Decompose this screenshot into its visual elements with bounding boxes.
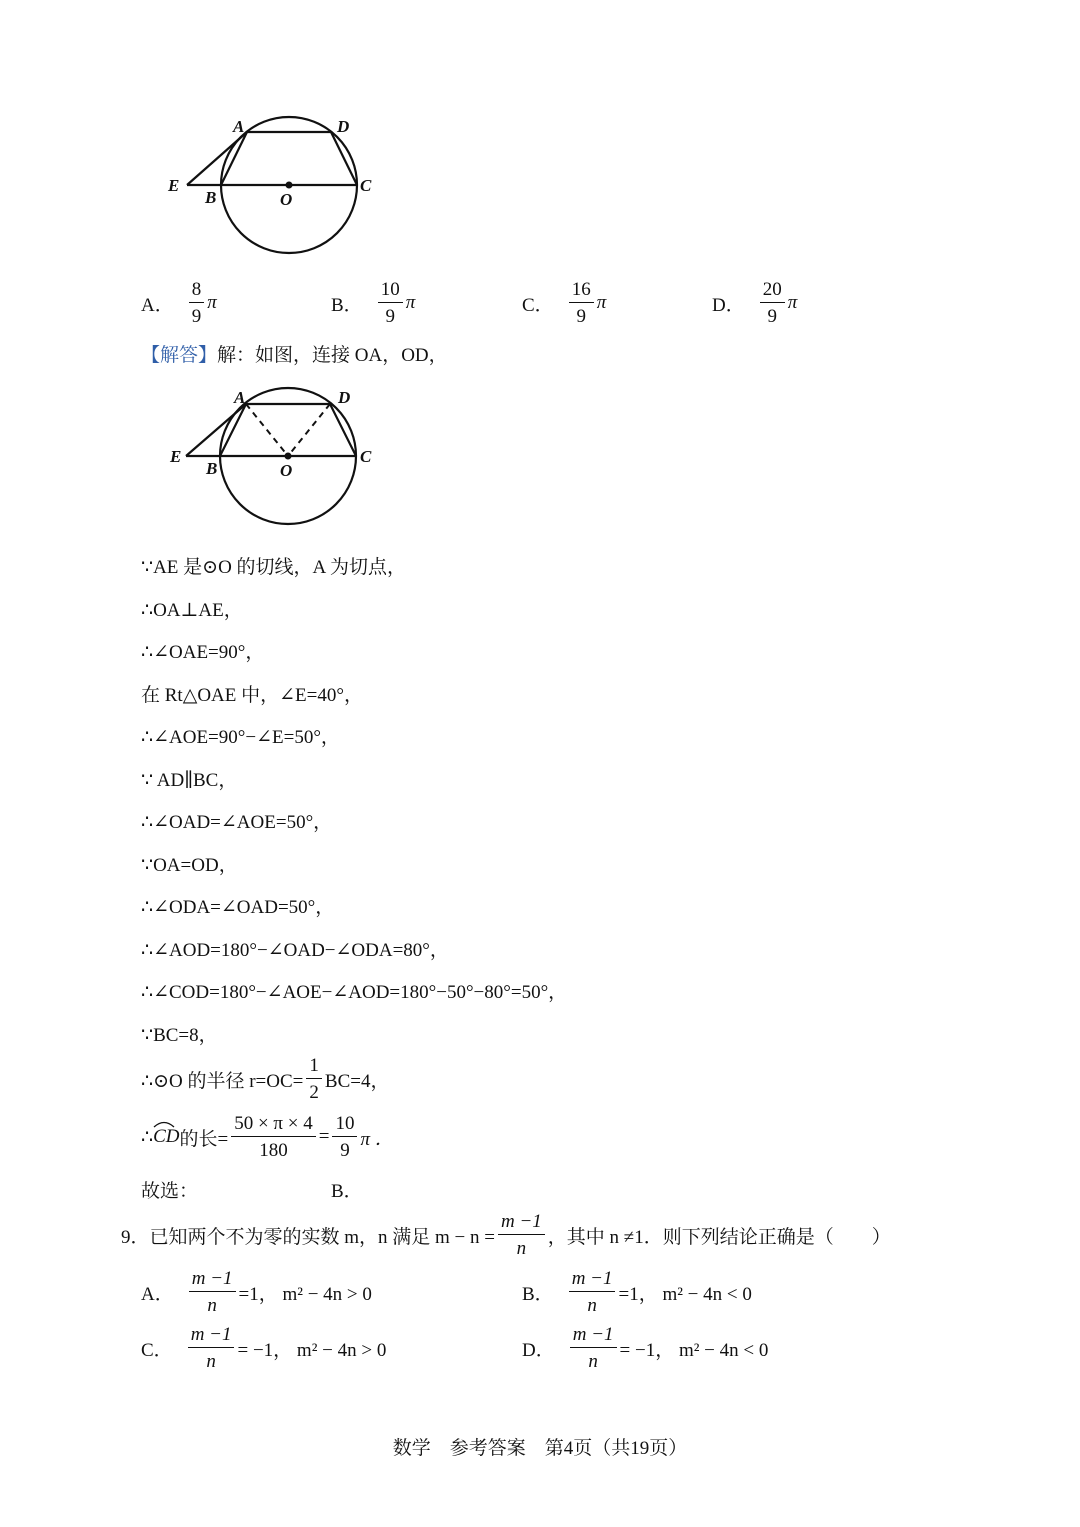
solution-line-8: ∵OA=OD， bbox=[141, 855, 238, 876]
solution-line-9: ∴∠ODA=∠OAD=50°， bbox=[141, 897, 335, 918]
option-label: B． bbox=[331, 294, 363, 316]
point-E-label: E bbox=[168, 176, 180, 195]
arc-length-text: 的长= bbox=[179, 1128, 229, 1150]
arc-icon bbox=[152, 1120, 176, 1128]
q9-option-a bbox=[141, 1269, 372, 1315]
option-label: A． bbox=[141, 294, 174, 316]
pi-symbol: π ． bbox=[360, 1128, 394, 1150]
point-B-label: B bbox=[206, 459, 218, 478]
choice-label: 故选： bbox=[141, 1181, 199, 1202]
therefore-symbol: ∴ bbox=[141, 1126, 154, 1148]
point-A-label: A bbox=[234, 388, 246, 407]
option-label: C． bbox=[522, 294, 554, 316]
solution-line-5: ∴∠AOE=90°−∠E=50°， bbox=[141, 727, 340, 748]
solution-line-3: ∴∠OAE=90°， bbox=[141, 642, 265, 663]
option-rest: =1， m² − 4n < 0 bbox=[618, 1283, 752, 1305]
point-O-label: O bbox=[280, 190, 293, 209]
question-9-stem bbox=[121, 1212, 891, 1258]
result-fraction: $\frac{10}{9}$ bbox=[332, 1114, 357, 1160]
point-B-label: B bbox=[205, 188, 217, 207]
point-E-label: E bbox=[170, 447, 182, 466]
option-a bbox=[141, 280, 217, 326]
option-label: A． bbox=[141, 1283, 174, 1305]
figure-circle-1 bbox=[160, 110, 390, 260]
q9-stem-text: 9．已知两个不为零的实数 m，n 满足 m − n = bbox=[121, 1226, 495, 1248]
option-rest: = −1， m² − 4n < 0 bbox=[619, 1339, 769, 1361]
pi-symbol: π bbox=[405, 292, 416, 313]
solution-line-11: ∴∠COD=180°−∠AOE−∠AOD=180°−50°−80°=50°， bbox=[141, 982, 568, 1003]
page-footer: 数学 参考答案 第4页（共19页） bbox=[392, 1438, 688, 1459]
arc-cd: CD bbox=[153, 1126, 179, 1148]
solution-line-6: ∵ AD∥BC， bbox=[141, 770, 238, 791]
point-A-label: A bbox=[233, 117, 245, 136]
point-O-label: O bbox=[280, 461, 293, 480]
option-label: B． bbox=[522, 1283, 554, 1305]
option-b bbox=[331, 280, 415, 326]
q9-fraction: $\frac{m -1}{n}$ bbox=[498, 1212, 545, 1258]
option-fraction: $\frac{20}{9}$ bbox=[760, 280, 785, 326]
half-fraction: $\frac{1}{2}$ bbox=[306, 1056, 322, 1102]
point-D-label: D bbox=[338, 388, 351, 407]
option-fraction: $\frac{8}{9}$ bbox=[189, 280, 205, 326]
option-d bbox=[712, 280, 797, 326]
option-label: C． bbox=[141, 1339, 173, 1361]
q9-option-d bbox=[522, 1325, 768, 1371]
solution-line-4: 在 Rt△OAE 中，∠E=40°， bbox=[141, 685, 363, 706]
q9-option-c bbox=[141, 1325, 386, 1371]
q9-stem-tail: ，其中 n ≠1．则下列结论正确是（ ） bbox=[547, 1226, 891, 1248]
arc-length-line bbox=[141, 1114, 394, 1160]
pi-symbol: π bbox=[207, 292, 217, 313]
point-C-label: C bbox=[360, 447, 372, 466]
option-fraction: $\frac{m -1}{n}$ bbox=[570, 1325, 617, 1371]
option-fraction: $\frac{m -1}{n}$ bbox=[188, 1325, 235, 1371]
option-rest: = −1， m² − 4n > 0 bbox=[237, 1339, 387, 1361]
option-rest: =1， m² − 4n > 0 bbox=[238, 1283, 372, 1305]
point-D-label: D bbox=[337, 117, 350, 136]
equals-sign: = bbox=[318, 1126, 330, 1147]
arc-fraction: $\frac{50 \times \pi \times 4}{180}$ bbox=[231, 1114, 316, 1160]
option-fraction: $\frac{10}{9}$ bbox=[378, 280, 403, 326]
q9-option-b bbox=[522, 1269, 752, 1315]
pi-symbol: π bbox=[596, 292, 607, 313]
point-C-label: C bbox=[360, 176, 372, 195]
figure-circle-2 bbox=[162, 380, 392, 530]
solution-line-1: ∵AE 是⊙O 的切线，A 为切点， bbox=[141, 557, 406, 578]
answer-heading bbox=[141, 340, 448, 367]
solution-line-12: ∵BC=8， bbox=[141, 1025, 218, 1046]
option-fraction: $\frac{16}{9}$ bbox=[569, 280, 594, 326]
option-c bbox=[522, 280, 606, 326]
answer-tag: 【解答】 bbox=[141, 345, 218, 366]
choice-value: B． bbox=[331, 1181, 363, 1202]
option-fraction: $\frac{m -1}{n}$ bbox=[189, 1269, 236, 1315]
option-fraction: $\frac{m -1}{n}$ bbox=[569, 1269, 616, 1315]
answer-intro: 解：如图，连接 OA，OD， bbox=[217, 345, 448, 366]
option-label: D． bbox=[712, 294, 745, 316]
pi-symbol: π bbox=[787, 292, 798, 313]
solution-line-2: ∴OA⊥AE， bbox=[141, 600, 243, 621]
solution-line-7: ∴∠OAD=∠AOE=50°， bbox=[141, 812, 333, 833]
option-label: D． bbox=[522, 1339, 555, 1361]
radius-result: BC=4， bbox=[324, 1070, 390, 1092]
solution-line-10: ∴∠AOD=180°−∠OAD−∠ODA=80°， bbox=[141, 940, 449, 961]
radius-text: ∴⊙O 的半径 r=OC= bbox=[141, 1070, 304, 1092]
radius-line bbox=[141, 1056, 389, 1102]
